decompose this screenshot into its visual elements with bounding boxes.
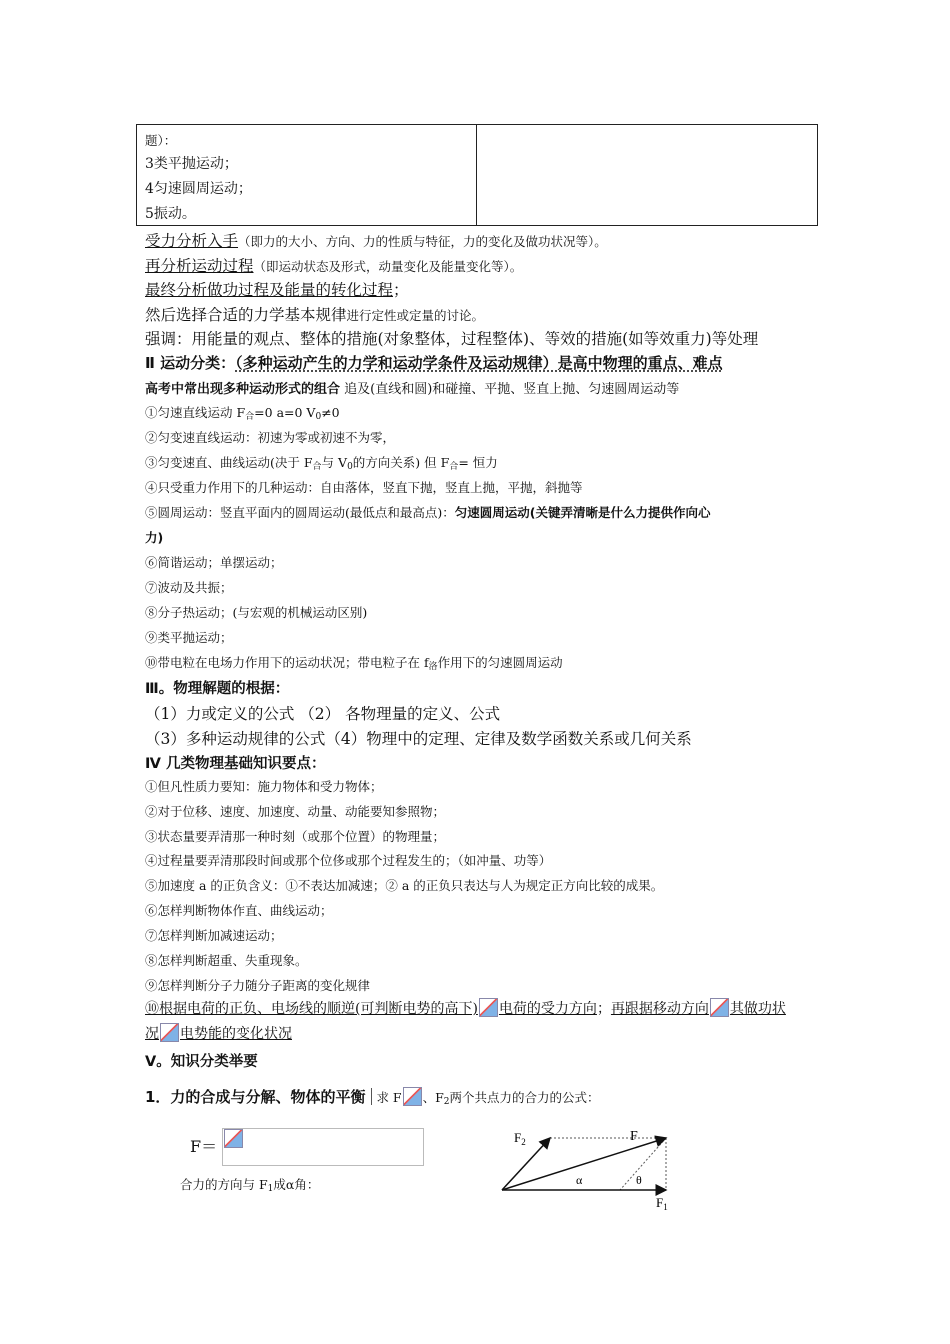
- section-2-title: [145, 352, 723, 373]
- motion-item-5-cont: 力): [145, 530, 164, 545]
- f-label: F: [630, 1129, 638, 1144]
- topic-1-b: 求 F: [376, 1090, 402, 1105]
- knowledge-item-10-e: 其做功状: [729, 1001, 786, 1017]
- knowledge-item-10-c: ；: [596, 1001, 611, 1017]
- motion-item-6: ⑥简谐运动；单摆运动；: [145, 555, 283, 570]
- motion-item-7: ⑦波动及共振；: [145, 580, 233, 595]
- knowledge-item-7: ⑦怎样判断加减速运动；: [145, 928, 283, 943]
- section-2-subtitle-a: 高考中常出现多种运动形式的组合: [145, 382, 341, 397]
- knowledge-item-10-cont: [145, 1023, 292, 1043]
- motion-item-3-c: 的方向关系) 但 F: [352, 455, 450, 470]
- motion-item-3-sub2: 0: [347, 462, 353, 472]
- angle-text-b: 成α角：: [273, 1177, 320, 1192]
- intro-2-main: 再分析运动过程: [145, 257, 254, 275]
- motion-item-10-b: 作用下的匀速圆周运动: [437, 655, 563, 670]
- summary-table: [136, 124, 818, 226]
- topic-1-title: 1．力的合成与分解、物体的平衡: [145, 1088, 366, 1106]
- text-cursor: [371, 1088, 372, 1105]
- motion-item-5: [145, 503, 710, 521]
- motion-item-3: [145, 453, 498, 472]
- intro-line-4: [145, 303, 484, 325]
- section-2-title-a: Ⅱ 运动分类：: [145, 354, 236, 372]
- topic-1-heading: [145, 1086, 600, 1107]
- knowledge-item-1: ①但凡性质力要知：施力物体和受力物体；: [145, 779, 383, 794]
- resultant-angle-text: [180, 1175, 319, 1194]
- table-line-3: 4匀速圆周运动；: [145, 181, 252, 197]
- f2-label: $F_2$: [514, 1130, 526, 1147]
- topic-1-sub: 2: [443, 1097, 450, 1107]
- intro-1-note: （即力的大小、方向、力的性质与特征，力的变化及做功状况等）。: [238, 234, 607, 249]
- intro-2-note: （即运动状态及形式，动量变化及能量变化等）。: [253, 259, 523, 274]
- motion-item-1-b: =0 a=0 V: [254, 405, 316, 420]
- f1-label: $F_1$: [656, 1195, 668, 1212]
- knowledge-item-10-g: 电势能的变化状况: [180, 1026, 292, 1042]
- table-line-4: 5振动。: [145, 206, 196, 222]
- motion-item-5-a: ⑤圆周运动：竖直平面内的圆周运动(最低点和最高点)：: [145, 505, 455, 520]
- motion-item-3-sub3: 合: [449, 462, 459, 472]
- angle-text-sub: 1: [267, 1184, 274, 1194]
- intro-3-main: 最终分析做功过程及能量的转化过程: [145, 281, 394, 299]
- topic-1-c: 、F: [422, 1090, 444, 1105]
- broken-image-icon: [403, 1087, 422, 1106]
- table-column-divider: [476, 125, 477, 225]
- motion-item-10: [145, 653, 563, 672]
- broken-image-icon: [710, 998, 729, 1017]
- motion-item-1-sub2: 0: [315, 412, 322, 422]
- section-2-subtitle: [145, 378, 679, 397]
- motion-item-3-sub: 合: [312, 462, 322, 472]
- force-parallelogram-diagram: [490, 1120, 690, 1220]
- alpha-label: α: [576, 1173, 583, 1187]
- motion-item-2: ②匀变速直线运动：初速为零或初速不为零，: [145, 430, 396, 445]
- knowledge-item-10-f: 况: [145, 1026, 159, 1042]
- motion-item-10-sub: 洛: [428, 662, 438, 672]
- intro-3-end: ；: [393, 281, 409, 299]
- section-2-subtitle-b: 追及(直线和圆)和碰撞、平抛、竖直上抛、匀速圆周运动等: [340, 382, 680, 397]
- intro-line-1: [145, 229, 607, 251]
- knowledge-item-10-d: 再跟据移动方向: [610, 1001, 709, 1017]
- intro-line-5: 强调：用能量的观点、整体的措施(对象整体，过程整体)、等效的措施(如等效重力)等处理: [145, 330, 759, 348]
- intro-1-main: 受力分析入手: [145, 232, 239, 250]
- knowledge-item-2: ②对于位移、速度、加速度、动量、动能要知参照物；: [145, 804, 446, 819]
- topic-1-d: 两个共点力的合力的公式：: [449, 1090, 600, 1105]
- intro-4-a: 然后选择合适的力学基本规律: [145, 306, 347, 324]
- broken-image-icon: [224, 1129, 243, 1148]
- motion-item-3-a: ③匀变速直、曲线运动(决于 F: [145, 455, 313, 470]
- intro-line-2: [145, 254, 522, 276]
- motion-item-10-a: ⑩带电粒在电场力作用下的运动状况；带电粒子在 f: [145, 655, 429, 670]
- knowledge-item-3: ③状态量要弄清那一种时刻（或那个位置）的物理量；: [145, 829, 446, 844]
- angle-text-a: 合力的方向与 F: [180, 1177, 268, 1192]
- section-4-title: Ⅳ 几类物理基础知识要点：: [145, 756, 326, 772]
- motion-item-9: ⑨类平抛运动；: [145, 630, 233, 645]
- section-2-title-b: （多种运动产生的力学和运动学条件及运动规律）是高中物理的重点、难点: [235, 354, 723, 372]
- motion-item-4: ④只受重力作用下的几种运动：自由落体，竖直下抛，竖直上抛，平抛，斜抛等: [145, 480, 583, 495]
- knowledge-item-5: ⑤加速度 a 的正负含义：①不表达加减速；② a 的正负只表达与人为规定正方向比较的成果。: [145, 878, 664, 893]
- motion-item-1-sub: 合: [245, 412, 255, 422]
- motion-item-1: [145, 403, 340, 422]
- motion-item-5-b: 匀速圆周运动(关键弄清晰是什么力提供作向心: [454, 505, 711, 520]
- knowledge-item-6: ⑥怎样判断物体作直、曲线运动；: [145, 903, 333, 918]
- motion-item-3-b: 与 V: [321, 455, 348, 470]
- section-5-title: Ⅴ。知识分类举要: [145, 1054, 258, 1070]
- intro-4-b: 进行定性或定量的讨论。: [346, 308, 485, 323]
- knowledge-item-8: ⑧怎样判断超重、失重现象。: [145, 953, 308, 968]
- knowledge-item-9: ⑨怎样判断分子力随分子距离的变化规律: [145, 978, 371, 993]
- formula-box: [222, 1128, 424, 1166]
- table-line-1: 题）：: [145, 133, 177, 148]
- broken-image-icon: [479, 998, 498, 1017]
- knowledge-item-10-b: 电荷的受力方向: [498, 1001, 597, 1017]
- resultant-formula-label: F＝: [190, 1137, 218, 1156]
- motion-item-8: ⑧分子热运动；(与宏观的机械运动区别): [145, 605, 368, 620]
- table-line-2: 3类平抛运动；: [145, 156, 238, 172]
- knowledge-item-10: [145, 998, 786, 1018]
- section-3-title: Ⅲ。物理解题的根据：: [145, 681, 290, 697]
- motion-item-1-a: ①匀速直线运动 F: [145, 405, 246, 420]
- basis-line-2: （3）多种运动规律的公式（4）物理中的定理、定律及数学函数关系或几何关系: [145, 730, 692, 748]
- knowledge-item-10-a: ⑩根据电荷的正负、电场线的顺逆(可判断电势的高下): [145, 1001, 478, 1017]
- motion-item-1-c: ≠0: [321, 405, 340, 420]
- intro-line-3: [145, 278, 409, 300]
- theta-label: θ: [636, 1173, 642, 1187]
- basis-line-1: （1）力或定义的公式 （2） 各物理量的定义、公式: [145, 705, 501, 723]
- motion-item-3-d: = 恒力: [458, 455, 498, 470]
- knowledge-item-4: ④过程量要弄清那段时间或那个位侈或那个过程发生的；（如冲量、功等）: [145, 853, 552, 868]
- broken-image-icon: [160, 1023, 179, 1042]
